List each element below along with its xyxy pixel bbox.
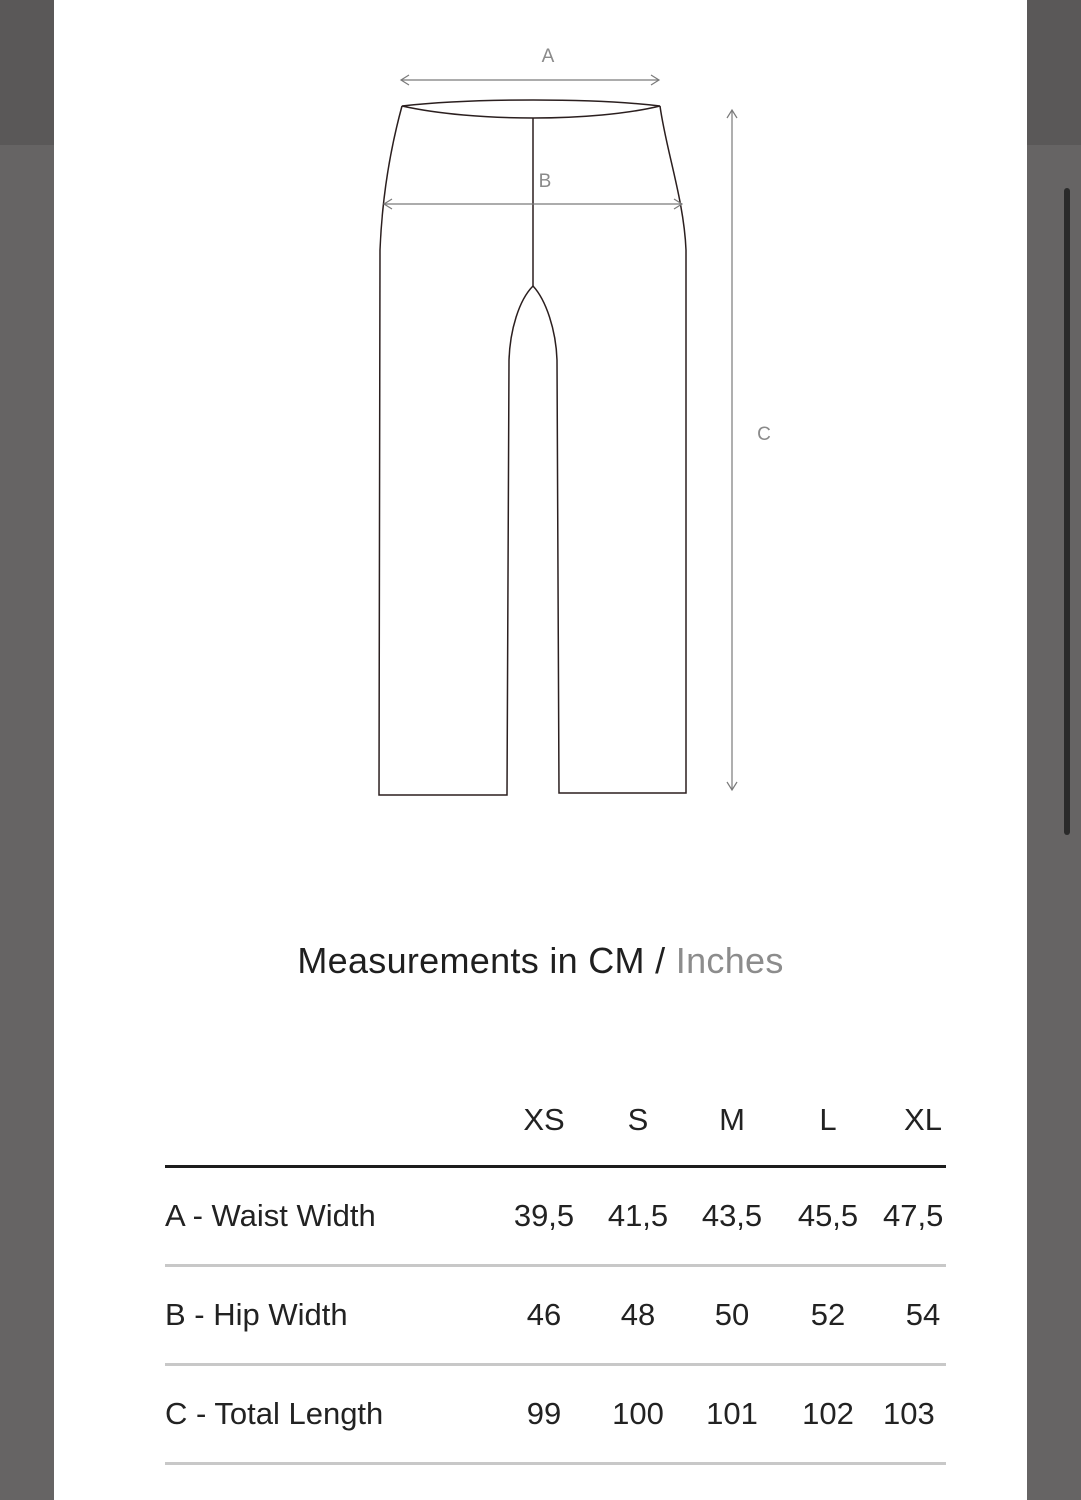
table-cell: 100	[612, 1396, 664, 1431]
size-table	[165, 1090, 946, 1465]
label-a: A	[541, 46, 555, 67]
table-cell: 101	[706, 1396, 758, 1431]
table-cell: 48	[620, 1297, 656, 1332]
table-cell: 39,5	[513, 1198, 575, 1233]
size-guide-sheet	[54, 0, 1027, 1500]
row-label: A - Waist Width	[165, 1198, 376, 1233]
table-cell: 99	[526, 1396, 562, 1431]
table-row	[165, 1366, 946, 1465]
scrollbar[interactable]	[1064, 188, 1070, 835]
table-row	[165, 1168, 946, 1267]
label-c: C	[757, 424, 771, 445]
table-cell: 43,5	[701, 1198, 763, 1233]
backdrop-right-edge	[1027, 0, 1081, 145]
size-m: M	[719, 1102, 745, 1137]
backdrop-left-edge	[0, 0, 54, 145]
table-cell: 46	[526, 1297, 562, 1332]
label-b: B	[538, 171, 552, 192]
size-l: L	[819, 1102, 837, 1137]
table-cell: 102	[802, 1396, 854, 1431]
table-row	[165, 1267, 946, 1366]
pants-measurement-diagram	[54, 0, 1027, 860]
table-cell: 52	[810, 1297, 846, 1332]
unit-toggle	[54, 940, 1027, 982]
size-xl: XL	[904, 1102, 942, 1137]
row-label: B - Hip Width	[165, 1297, 348, 1332]
unit-cm[interactable]: Measurements in CM /	[297, 940, 666, 981]
table-cell: 45,5	[797, 1198, 859, 1233]
table-cell: 41,5	[607, 1198, 669, 1233]
table-cell: 54	[905, 1297, 941, 1332]
table-cell: 50	[714, 1297, 750, 1332]
measure-lines	[384, 75, 737, 790]
size-s: S	[627, 1102, 649, 1137]
size-header-row	[165, 1090, 946, 1168]
table-cell: 47,5	[883, 1198, 944, 1233]
size-xs: XS	[523, 1102, 565, 1137]
row-label: C - Total Length	[165, 1396, 384, 1431]
table-cell: 103	[883, 1396, 935, 1431]
unit-inches[interactable]: Inches	[675, 940, 784, 981]
